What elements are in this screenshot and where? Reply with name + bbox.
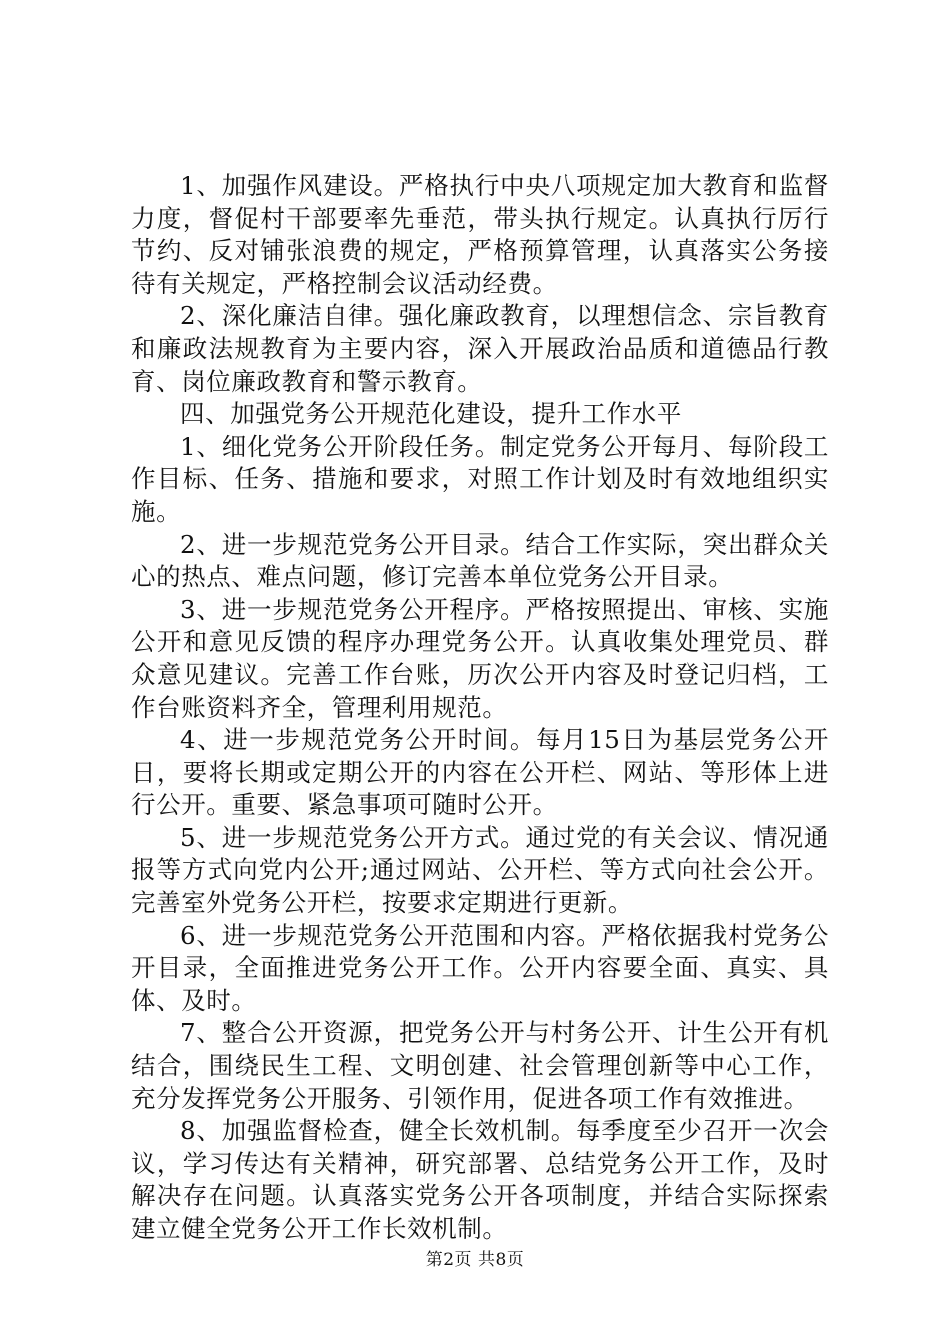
paragraph-procedure: 3、进一步规范党务公开程序。严格按照提出、审核、实施公开和意见反馈的程序办理党务公开。认真收集处理党员、群众意见建议。完善工作台账，历次公开内容及时登记归档，工作台账资料齐全，管理利用规范。 [131,594,829,722]
document-body [131,170,829,1246]
section-heading-4: 四、加强党务公开规范化建设，提升工作水平 [180,399,682,429]
paragraph-integrity: 2、深化廉洁自律。强化廉政教育，以理想信念、宗旨教育和廉政法规教育为主要内容，深入开展政治品质和道德品行教育、岗位廉政教育和警示教育。 [131,301,829,396]
paragraph-catalog: 2、进一步规范党务公开目录。结合工作实际，突出群众关心的热点、难点问题，修订完善本单位党务公开目录。 [131,529,829,592]
paragraph-scope: 6、进一步规范党务公开范围和内容。严格依据我村党务公开目录，全面推进党务公开工作。公开内容要全面、真实、具体、及时。 [131,920,829,1015]
paragraph-timing: 4、进一步规范党务公开时间。每月15日为基层党务公开日，要将长期或定期公开的内容在公开栏、网站、等形体上进行公开。重要、紧急事项可随时公开。 [131,725,829,820]
page-number-footer: 第2页 共8页 [425,1250,525,1270]
paragraph-stage-tasks: 1、细化党务公开阶段任务。制定党务公开每月、每阶段工作目标、任务、措施和要求，对照工作计划及时有效地组织实施。 [131,431,829,526]
paragraph-resources: 7、整合公开资源，把党务公开与村务公开、计生公开有机结合，围绕民生工程、文明创建、社会管理创新等中心工作，充分发挥党务公开服务、引领作用，促进各项工作有效推进。 [131,1018,829,1113]
paragraph-work-style: 1、加强作风建设。严格执行中央八项规定加大教育和监督力度，督促村干部要率先垂范，带头执行规定。认真执行厉行节约、反对铺张浪费的规定，严格预算管理，认真落实公务接待有关规定，严格控制会议活动经费。 [131,171,829,298]
paragraph-method: 5、进一步规范党务公开方式。通过党的有关会议、情况通报等方式向党内公开;通过网站、公开栏、等方式向社会公开。完善室外党务公开栏，按要求定期进行更新。 [131,822,829,918]
paragraph-supervision: 8、加强监督检查，健全长效机制。每季度至少召开一次会议，学习传达有关精神，研究部署、总结党务公开工作，及时解决存在问题。认真落实党务公开各项制度，并结合实际探索建立健全党务公开工作长效机制。 [131,1116,829,1243]
